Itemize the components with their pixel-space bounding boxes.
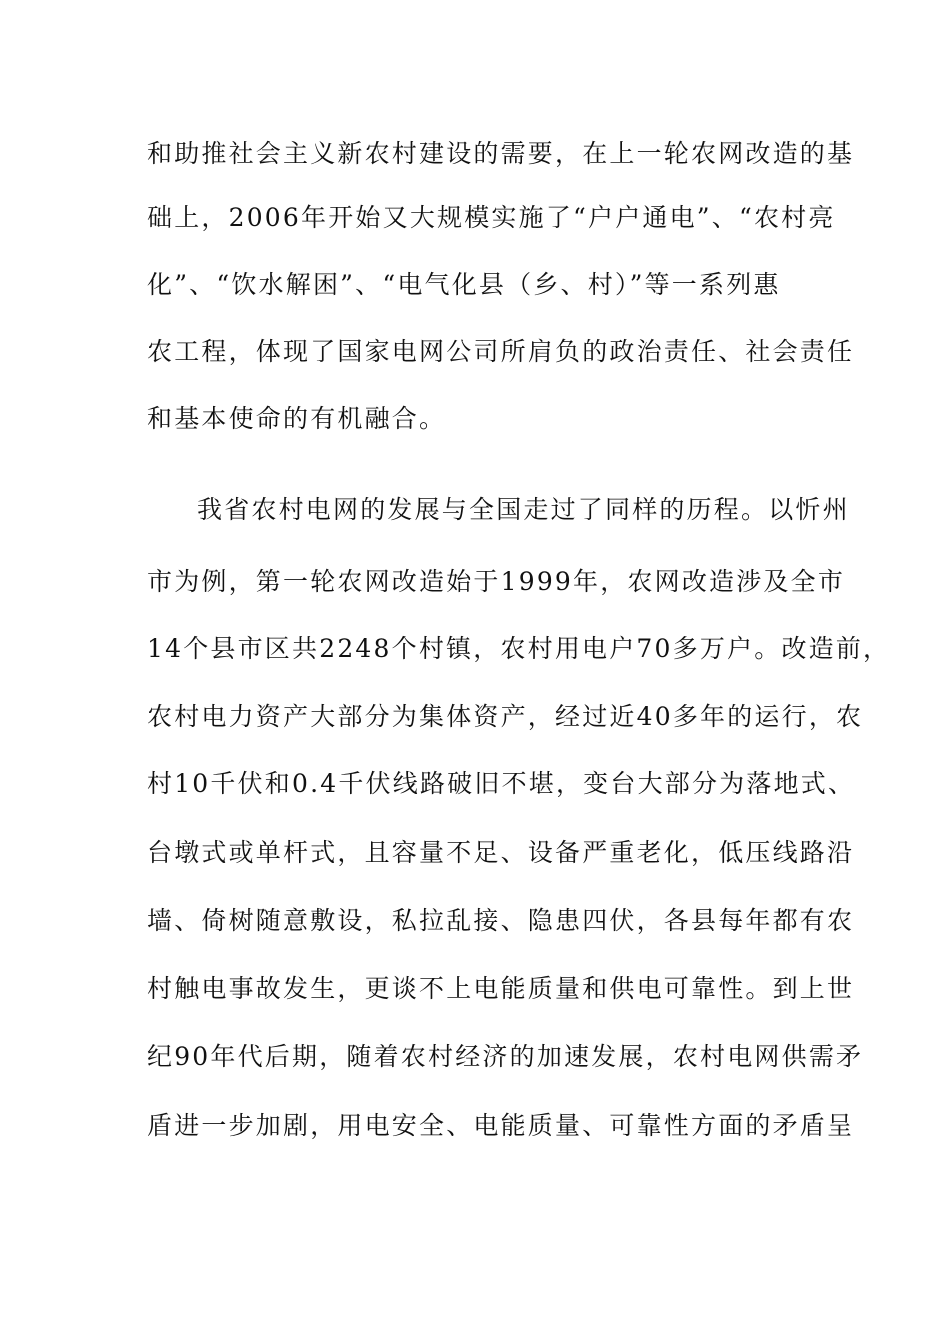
text-line: 和助推社会主义新农村建设的需要，在上一轮农网改造的基: [147, 139, 855, 168]
text-line: 农村电力资产大部分为集体资产，经过近40多年的运行，农: [147, 702, 864, 731]
text-line: 村10千伏和0.4千伏线路破旧不堪，变台大部分为落地式、: [147, 769, 856, 798]
text-line: 农工程，体现了国家电网公司所肩负的政治责任、社会责任: [147, 337, 855, 366]
text-line: 村触电事故发生，更谈不上电能质量和供电可靠性。到上世: [147, 974, 855, 1003]
text-line: 我省农村电网的发展与全国走过了同样的历程。以忻州: [197, 495, 850, 524]
text-line: 和基本使命的有机融合。: [147, 404, 447, 433]
text-line: 盾进一步加剧，用电安全、电能质量、可靠性方面的矛盾呈: [147, 1111, 855, 1140]
text-line: 纪90年代后期，随着农村经济的加速发展，农村电网供需矛: [147, 1042, 864, 1071]
text-line: 墙、倚树随意敷设，私拉乱接、隐患四伏，各县每年都有农: [147, 906, 855, 935]
text-line: 14个县市区共2248个村镇，农村用电户70多万户。改造前，: [147, 634, 891, 663]
text-line: 础上，2006年开始又大规模实施了“户户通电”、“农村亮: [147, 203, 836, 232]
text-line: 市为例，第一轮农网改造始于1999年，农网改造涉及全市: [147, 567, 846, 596]
text-line: 台墩式或单杆式，且容量不足、设备严重老化，低压线路沿: [147, 838, 855, 867]
text-line: 化”、“饮水解困”、“电气化县（乡、村）”等一系列惠: [147, 270, 781, 299]
